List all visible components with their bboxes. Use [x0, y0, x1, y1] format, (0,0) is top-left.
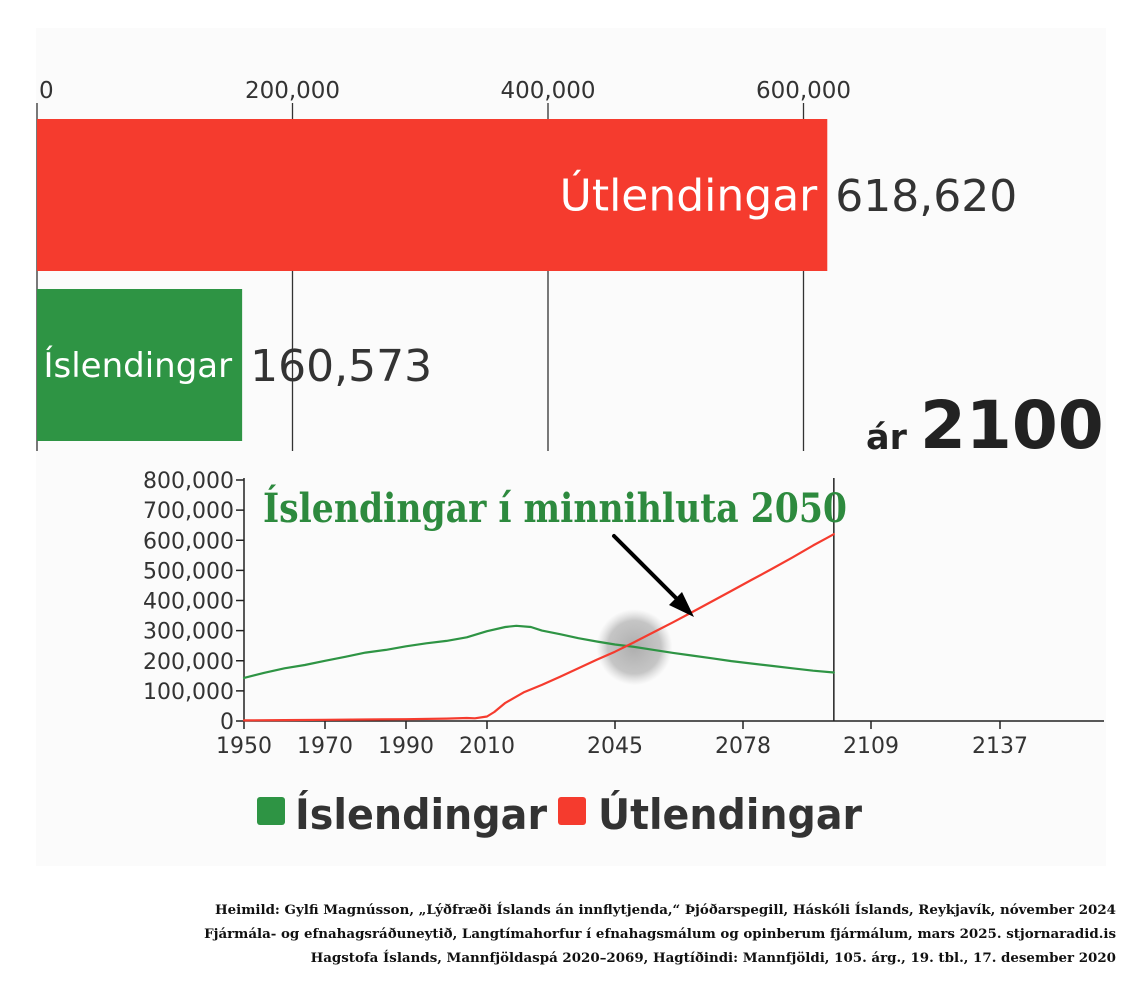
source-line: Hagstofa Íslands, Mannfjöldaspá 2020–2069, Hagtíðindi: Mannfjöldi, 105. árg., 19. tbl., 17. desember 2020	[310, 950, 1116, 966]
x-tick-label: 1970	[297, 734, 353, 759]
y-tick-label: 600,000	[143, 529, 234, 555]
annotation-arrow	[614, 536, 694, 617]
bar-tick-label: 400,000	[500, 78, 596, 104]
year-label: 2100	[920, 387, 1104, 464]
source-line: Heimild: Gylfi Magnússon, „Lýðfræði Íslands án innflytjenda,“ Þjóðarspegill, Háskóli Íslands, Reykjavík, nóvember 2024	[214, 902, 1116, 918]
x-tick-label: 2137	[972, 734, 1028, 759]
y-tick-label: 200,000	[143, 649, 234, 675]
y-tick-label: 0	[220, 710, 234, 735]
bar-tick-label: 0	[39, 78, 54, 104]
legend-label-utlendingar: Útlendingar	[598, 790, 879, 839]
line-series	[244, 534, 834, 720]
x-tick-label: 1950	[216, 734, 272, 759]
bar-value-label: 160,573	[250, 341, 433, 392]
y-tick-label: 800,000	[143, 469, 234, 494]
y-tick-label: 100,000	[143, 679, 234, 705]
y-tick-label: 500,000	[143, 559, 234, 585]
bar-tick-label: 600,000	[755, 78, 852, 104]
bar-category-label: Íslendingar	[43, 345, 233, 386]
bar-category-label: Útlendingar	[559, 170, 818, 222]
x-tick-label: 2045	[587, 734, 643, 759]
legend-swatch-utlendingar	[558, 797, 586, 825]
bar-tick-label: 200,000	[244, 78, 341, 104]
y-tick-label: 700,000	[143, 499, 234, 525]
bar-value-label: 618,620	[835, 171, 1018, 222]
source-line: Fjármála- og efnahagsráðuneytið, Langtímahorfur í efnahagsmálum og opinberum fjármálum, mars 2025. stjornaradid.is	[204, 926, 1116, 942]
year-prefix: ár	[866, 418, 907, 458]
x-tick-label: 2078	[715, 734, 771, 759]
bar-x-axis	[39, 78, 851, 104]
legend	[257, 789, 879, 839]
y-tick-label: 300,000	[143, 619, 234, 645]
x-tick-label: 1990	[378, 734, 434, 759]
series-line-islendingar	[244, 626, 834, 678]
line-y-axis	[143, 469, 244, 735]
x-tick-label: 2109	[843, 734, 899, 759]
annotation-title: Íslendingar í minnihluta 2050	[263, 485, 847, 532]
bar-series	[37, 119, 1017, 441]
x-tick-label: 2010	[459, 734, 515, 759]
series-line-utlendingar	[244, 534, 834, 720]
sources	[16, 898, 1116, 970]
legend-label-islendingar: Íslendingar	[295, 790, 562, 839]
y-tick-label: 400,000	[143, 589, 234, 615]
legend-swatch-islendingar	[257, 797, 285, 825]
